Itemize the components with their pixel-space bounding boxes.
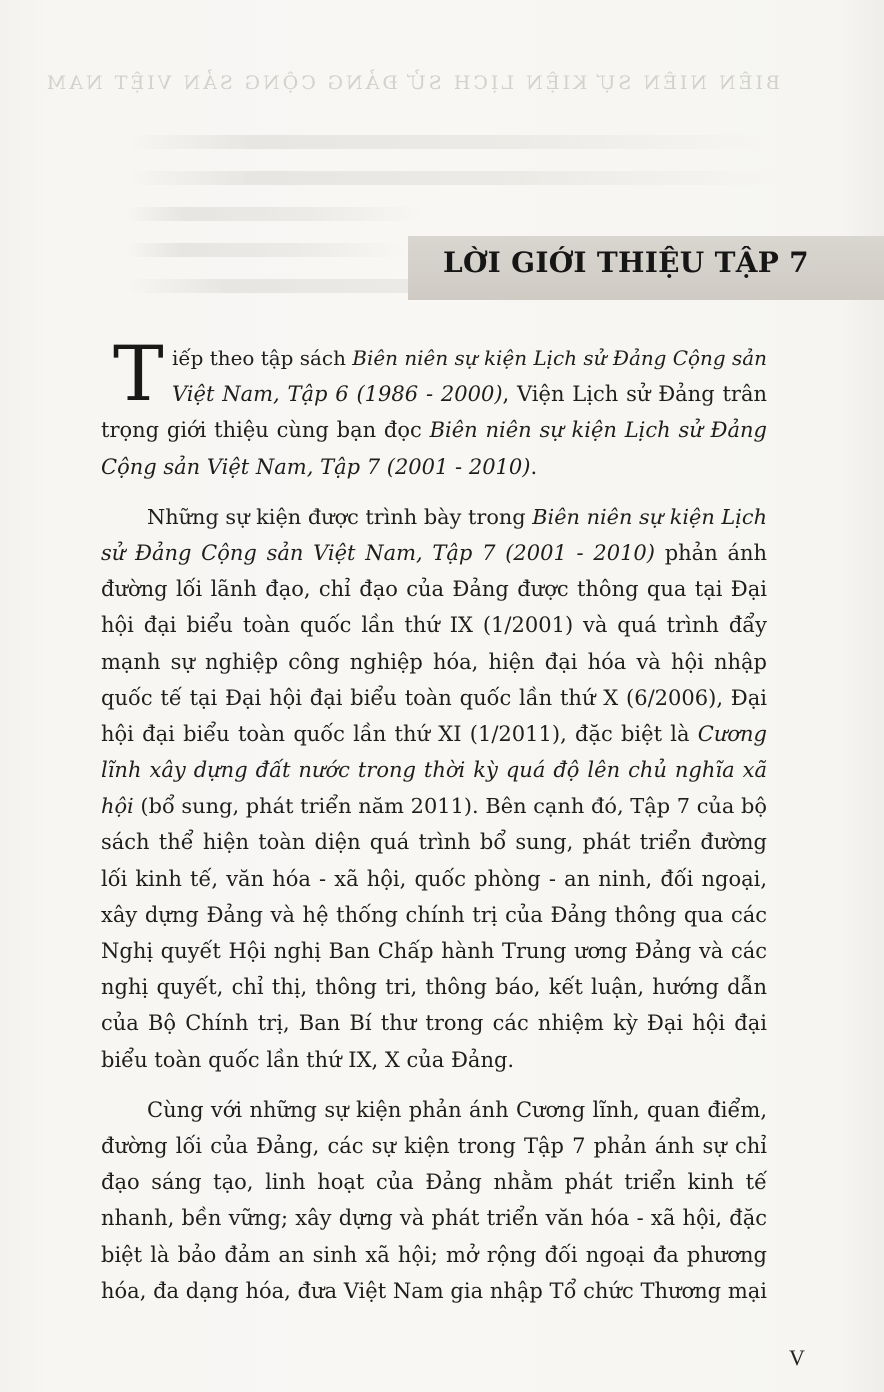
text-line: biểu toàn quốc lần thứ IX, X của Đảng. <box>101 1047 515 1072</box>
text-line: xây dựng Đảng và hệ thống chính trị của Đảng thông qua các <box>101 902 767 927</box>
text-line: hóa, đa dạng hóa, đưa Việt Nam gia nhập Tổ chức Thương mại <box>101 1278 767 1303</box>
text-line: Nghị quyết Hội nghị Ban Chấp hành Trung ương Đảng và các <box>101 939 767 963</box>
text-line: nhanh, bền vững; xây dựng và phát triển văn hóa - xã hội, đặc <box>101 1206 767 1231</box>
text-line: của Bộ Chính trị, Ban Bí thư trong các nhiệm kỳ Đại hội đại <box>101 1011 767 1036</box>
bleed-through-header: BIÊN NIÊN SỰ KIỆN LỊCH SỬ ĐẢNG CỘNG SẢN VIỆT NAM <box>43 72 780 94</box>
text-line: sử Đảng Cộng sản Việt Nam, Tập 7 (2001 - 2010) phản ánh <box>101 540 768 565</box>
text-line: Cùng với những sự kiện phản ánh Cương lĩnh, quan điểm, <box>147 1097 767 1122</box>
text-line: iếp theo tập sách Biên niên sự kiện Lịch sử Đảng Cộng sản <box>172 346 767 370</box>
text-line: mạnh sự nghiệp công nghiệp hóa, hiện đại hóa và hội nhập <box>101 649 767 674</box>
text-line: Những sự kiện được trình bày trong Biên niên sự kiện Lịch <box>147 504 767 529</box>
text-line: trọng giới thiệu cùng bạn đọc Biên niên sự kiện Lịch sử Đảng <box>101 418 767 443</box>
text-line: hội đại biểu toàn quốc lần thứ IX (1/2001) và quá trình đẩy <box>101 613 767 638</box>
page-title: LỜI GIỚI THIỆU TẬP 7 <box>443 246 809 279</box>
text-line: Việt Nam, Tập 6 (1986 - 2000), Viện Lịch sử Đảng trân <box>172 382 767 407</box>
text-line: đường lối của Đảng, các sự kiện trong Tập 7 phản ánh sự chỉ <box>101 1133 767 1158</box>
text-line: nghị quyết, chỉ thị, thông tri, thông báo, kết luận, hướng dẫn <box>101 975 767 1000</box>
text-line: đường lối lãnh đạo, chỉ đạo của Đảng được thông qua tại Đại <box>101 577 767 602</box>
text-line: biệt là bảo đảm an sinh xã hội; mở rộng đối ngoại đa phương <box>101 1242 767 1267</box>
drop-cap: T <box>113 329 164 418</box>
text-line: Cộng sản Việt Nam, Tập 7 (2001 - 2010). <box>101 454 538 479</box>
text-line: đạo sáng tạo, linh hoạt của Đảng nhằm phát triển kinh tế <box>101 1170 767 1195</box>
page-number: V <box>789 1345 805 1370</box>
text-line: sách thể hiện toàn diện quá trình bổ sung, phát triển đường <box>101 830 767 855</box>
text-line: lối kinh tế, văn hóa - xã hội, quốc phòng - an ninh, đối ngoại, <box>101 866 767 891</box>
text-line: hội đại biểu toàn quốc lần thứ XI (1/2011), đặc biệt là Cương <box>101 721 767 746</box>
text-line: hội (bổ sung, phát triển năm 2011). Bên cạnh đó, Tập 7 của bộ <box>101 794 767 819</box>
text-line: quốc tế tại Đại hội đại biểu toàn quốc lần thứ X (6/2006), Đại <box>101 685 767 710</box>
text-line: lĩnh xây dựng đất nước trong thời kỳ quá độ lên chủ nghĩa xã <box>101 758 767 783</box>
body-text <box>101 329 768 1309</box>
